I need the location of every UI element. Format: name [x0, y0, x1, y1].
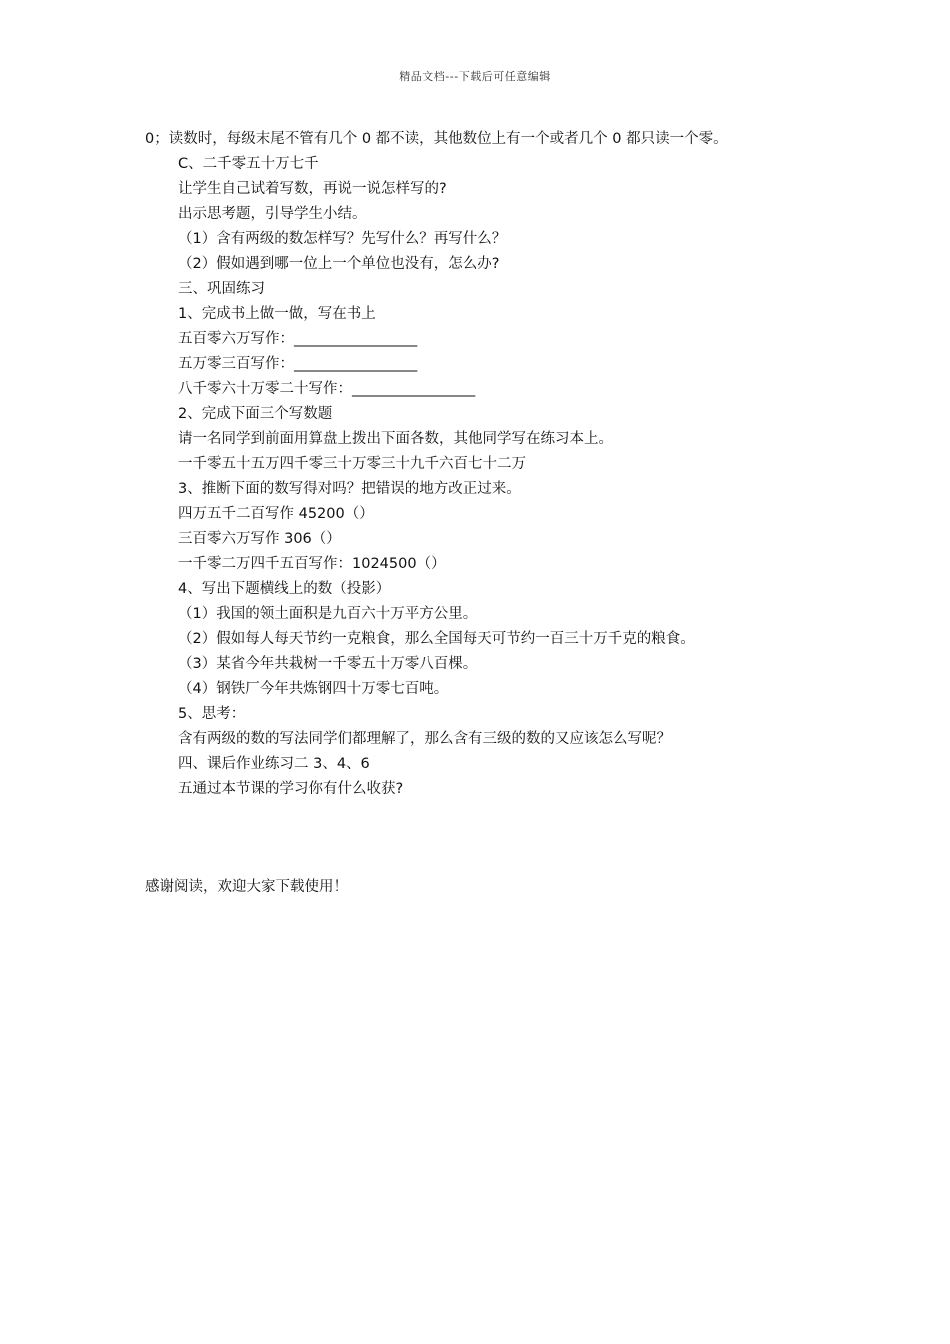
exercise-line: （1）我国的领土面积是九百六十万平方公里。	[178, 606, 478, 622]
section-heading: 三、巩固练习	[178, 281, 265, 297]
text-line: （2）假如遇到哪一位上一个单位也没有，怎么办?	[178, 256, 500, 272]
exercise-line: 一千零二万四千五百写作：1024500（）	[178, 556, 446, 572]
exercise-line: （3）某省今年共栽树一千零五十万零八百棵。	[178, 656, 478, 672]
section-heading: 四、课后作业练习二 3、4、6	[178, 756, 370, 772]
exercise-line: （4）钢铁厂今年共炼钢四十万零七百吨。	[178, 681, 449, 697]
exercise-line: 八千零六十万零二十写作：_________________	[178, 381, 476, 397]
text-line: 请一名同学到前面用算盘上拨出下面各数，其他同学写在练习本上。	[178, 431, 613, 447]
exercise-line: 五万零三百写作：_________________	[178, 356, 418, 372]
text-line: 让学生自己试着写数，再说一说怎样写的?	[178, 181, 447, 197]
text-line: 出示思考题，引导学生小结。	[178, 206, 367, 222]
text-line: 5、思考：	[178, 706, 246, 722]
text-line: （1）含有两级的数怎样写？先写什么？再写什么？	[178, 231, 507, 247]
text-line: 2、完成下面三个写数题	[178, 406, 333, 422]
page-footer: 感谢阅读，欢迎大家下载使用！	[145, 879, 348, 895]
exercise-line: 五百零六万写作：_________________	[178, 331, 418, 347]
exercise-line: 三百零六万写作 306（）	[178, 531, 341, 547]
text-line: C、二千零五十万七千	[178, 156, 319, 172]
text-line: 1、完成书上做一做，写在书上	[178, 306, 376, 322]
text-line: 3、推断下面的数写得对吗？把错误的地方改正过来。	[178, 481, 521, 497]
exercise-line: （2）假如每人每天节约一克粮食，那么全国每天可节约一百三十万千克的粮食。	[178, 631, 695, 647]
text-line: 五通过本节课的学习你有什么收获?	[178, 781, 404, 797]
text-line: 含有两级的数的写法同学们都理解了，那么含有三级的数的又应该怎么写呢？	[178, 731, 671, 747]
text-line: 一千零五十五万四千零三十万零三十九千六百七十二万	[178, 456, 526, 472]
text-line: 4、写出下题横线上的数（投影）	[178, 581, 391, 597]
page-header: 精品文档---下载后可任意编辑	[399, 70, 551, 83]
text-line: 0；读数时，每级末尾不管有几个 0 都不读，其他数位上有一个或者几个 0 都只读一个零。	[145, 131, 728, 147]
exercise-line: 四万五千二百写作 45200（）	[178, 506, 374, 522]
document-body	[145, 127, 825, 802]
